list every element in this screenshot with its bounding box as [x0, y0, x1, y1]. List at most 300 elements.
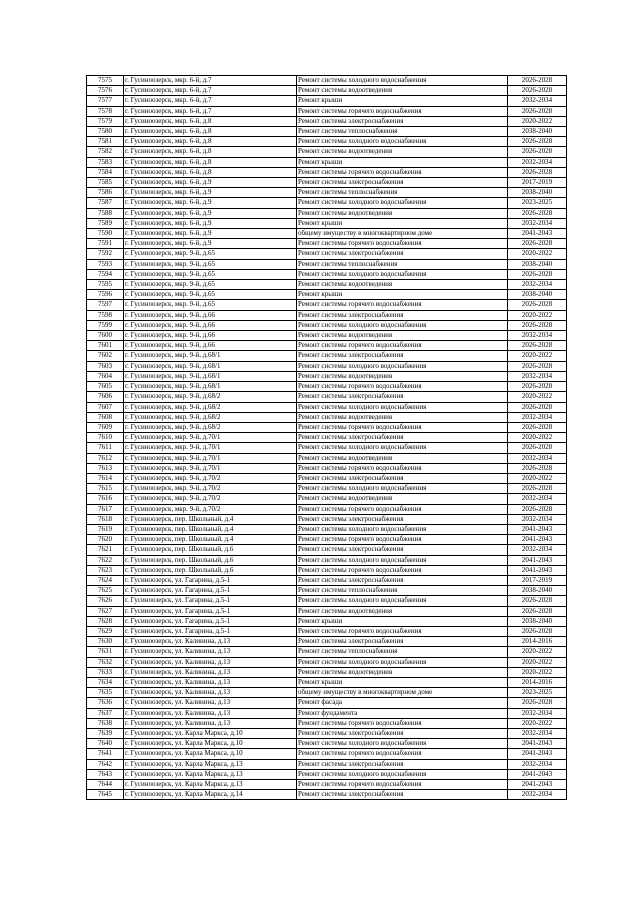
period-cell: 2026-2028: [508, 76, 567, 86]
period-cell: 2023-2025: [508, 688, 567, 698]
period-cell: 2023-2025: [508, 198, 567, 208]
table-row: [87, 127, 567, 137]
period-cell: 2041-2043: [508, 555, 567, 565]
table-row: [87, 351, 567, 361]
work-type-cell: Ремонт системы холодного водоснабжения: [297, 596, 508, 606]
table-row: [87, 484, 567, 494]
work-type-cell: Ремонт системы горячего водоснабжения: [297, 167, 508, 177]
table-row: [87, 178, 567, 188]
work-type-cell: Ремонт системы горячего водоснабжения: [297, 504, 508, 514]
address-cell: г. Гусиноозерск, мкр. 6-й, д.8: [124, 116, 297, 126]
work-type-cell: Ремонт крыши: [297, 677, 508, 687]
period-cell: 2032-2034: [508, 371, 567, 381]
table-row: [87, 116, 567, 126]
work-type-cell: Ремонт системы электроснабжения: [297, 575, 508, 585]
period-cell: 2026-2028: [508, 167, 567, 177]
address-cell: г. Гусиноозерск, ул. Гагарина, д.5-1: [124, 606, 297, 616]
table-row: [87, 657, 567, 667]
period-cell: 2032-2034: [508, 708, 567, 718]
address-cell: г. Гусиноозерск, ул. Гагарина, д.5-1: [124, 616, 297, 626]
work-type-cell: Ремонт системы горячего водоснабжения: [297, 535, 508, 545]
period-cell: 2032-2034: [508, 280, 567, 290]
work-type-cell: Ремонт системы теплоснабжения: [297, 259, 508, 269]
address-cell: г. Гусиноозерск, ул. Калинина, д.13: [124, 667, 297, 677]
address-cell: г. Гусиноозерск, мкр. 9-й, д.65: [124, 300, 297, 310]
row-number: 7586: [87, 188, 124, 198]
work-type-cell: Ремонт системы горячего водоснабжения: [297, 300, 508, 310]
period-cell: 2026-2028: [508, 208, 567, 218]
row-number: 7597: [87, 300, 124, 310]
address-cell: г. Гусиноозерск, мкр. 9-й, д.66: [124, 331, 297, 341]
work-type-cell: Ремонт системы водоотведения: [297, 147, 508, 157]
period-cell: 2026-2028: [508, 402, 567, 412]
row-number: 7579: [87, 116, 124, 126]
work-type-cell: Ремонт крыши: [297, 157, 508, 167]
address-cell: г. Гусиноозерск, мкр. 6-й, д.9: [124, 178, 297, 188]
table-row: [87, 790, 567, 800]
row-number: 7630: [87, 637, 124, 647]
address-cell: г. Гусиноозерск, ул. Гагарина, д.5-1: [124, 596, 297, 606]
address-cell: г. Гусиноозерск, мкр. 6-й, д.9: [124, 239, 297, 249]
table-row: [87, 188, 567, 198]
work-type-cell: Ремонт системы электроснабжения: [297, 545, 508, 555]
row-number: 7623: [87, 565, 124, 575]
row-number: 7602: [87, 351, 124, 361]
work-type-cell: Ремонт крыши: [297, 96, 508, 106]
row-number: 7594: [87, 269, 124, 279]
row-number: 7580: [87, 127, 124, 137]
table-row: [87, 545, 567, 555]
row-number: 7598: [87, 310, 124, 320]
row-number: 7620: [87, 535, 124, 545]
row-number: 7599: [87, 320, 124, 330]
address-cell: г. Гусиноозерск, мкр. 9-й, д.70/1: [124, 453, 297, 463]
period-cell: 2041-2043: [508, 780, 567, 790]
address-cell: г. Гусиноозерск, мкр. 9-й, д.70/2: [124, 494, 297, 504]
work-type-cell: Ремонт системы горячего водоснабжения: [297, 382, 508, 392]
work-type-cell: Ремонт системы электроснабжения: [297, 637, 508, 647]
address-cell: г. Гусиноозерск, мкр. 9-й, д.70/2: [124, 473, 297, 483]
period-cell: 2026-2028: [508, 504, 567, 514]
table-row: [87, 208, 567, 218]
row-number: 7582: [87, 147, 124, 157]
row-number: 7601: [87, 341, 124, 351]
period-cell: 2026-2028: [508, 86, 567, 96]
row-number: 7631: [87, 647, 124, 657]
address-cell: г. Гусиноозерск, мкр. 9-й, д.70/1: [124, 463, 297, 473]
row-number: 7637: [87, 708, 124, 718]
row-number: 7640: [87, 739, 124, 749]
table-row: [87, 708, 567, 718]
table-row: [87, 780, 567, 790]
row-number: 7626: [87, 596, 124, 606]
row-number: 7585: [87, 178, 124, 188]
address-cell: г. Гусиноозерск, пер. Школьный, д.6: [124, 555, 297, 565]
period-cell: 2026-2028: [508, 361, 567, 371]
row-number: 7639: [87, 729, 124, 739]
period-cell: 2020-2022: [508, 718, 567, 728]
document-page: [86, 75, 554, 800]
work-type-cell: Ремонт системы холодного водоснабжения: [297, 443, 508, 453]
work-type-cell: Ремонт системы теплоснабжения: [297, 127, 508, 137]
address-cell: г. Гусиноозерск, пер. Школьный, д.6: [124, 545, 297, 555]
table-row: [87, 229, 567, 239]
table-row: [87, 280, 567, 290]
period-cell: 2020-2022: [508, 647, 567, 657]
address-cell: г. Гусиноозерск, ул. Гагарина, д.5-1: [124, 626, 297, 636]
period-cell: 2026-2028: [508, 341, 567, 351]
work-type-cell: Ремонт системы холодного водоснабжения: [297, 402, 508, 412]
table-row: [87, 86, 567, 96]
address-cell: г. Гусиноозерск, мкр. 9-й, д.70/2: [124, 484, 297, 494]
period-cell: 2020-2022: [508, 667, 567, 677]
address-cell: г. Гусиноозерск, мкр. 9-й, д.68/2: [124, 392, 297, 402]
work-type-cell: Ремонт системы холодного водоснабжения: [297, 524, 508, 534]
work-type-cell: общему имуществу в многоквартирном доме: [297, 229, 508, 239]
table-row: [87, 422, 567, 432]
address-cell: г. Гусиноозерск, пер. Школьный, д.4: [124, 524, 297, 534]
row-number: 7576: [87, 86, 124, 96]
table-row: [87, 718, 567, 728]
period-cell: 2038-2040: [508, 586, 567, 596]
work-type-cell: Ремонт системы холодного водоснабжения: [297, 198, 508, 208]
address-cell: г. Гусиноозерск, ул. Калинина, д.13: [124, 698, 297, 708]
period-cell: 2026-2028: [508, 596, 567, 606]
period-cell: 2020-2022: [508, 433, 567, 443]
table-row: [87, 249, 567, 259]
period-cell: 2038-2040: [508, 259, 567, 269]
work-type-cell: Ремонт системы электроснабжения: [297, 392, 508, 402]
row-number: 7642: [87, 759, 124, 769]
period-cell: 2026-2028: [508, 320, 567, 330]
address-cell: г. Гусиноозерск, мкр. 9-й, д.68/2: [124, 402, 297, 412]
table-row: [87, 76, 567, 86]
address-cell: г. Гусиноозерск, мкр. 9-й, д.68/1: [124, 361, 297, 371]
table-row: [87, 392, 567, 402]
address-cell: г. Гусиноозерск, пер. Школьный, д.4: [124, 535, 297, 545]
work-type-cell: Ремонт системы холодного водоснабжения: [297, 769, 508, 779]
table-row: [87, 269, 567, 279]
address-cell: г. Гусиноозерск, мкр. 9-й, д.65: [124, 269, 297, 279]
period-cell: 2026-2028: [508, 626, 567, 636]
work-type-cell: Ремонт фасада: [297, 698, 508, 708]
period-cell: 2020-2022: [508, 473, 567, 483]
period-cell: 2032-2034: [508, 331, 567, 341]
row-number: 7618: [87, 514, 124, 524]
period-cell: 2032-2034: [508, 453, 567, 463]
address-cell: г. Гусиноозерск, мкр. 9-й, д.70/1: [124, 433, 297, 443]
table-row: [87, 729, 567, 739]
row-number: 7643: [87, 769, 124, 779]
row-number: 7610: [87, 433, 124, 443]
row-number: 7581: [87, 137, 124, 147]
work-type-cell: Ремонт фундамента: [297, 708, 508, 718]
address-cell: г. Гусиноозерск, ул. Калинина, д.13: [124, 677, 297, 687]
table-row: [87, 514, 567, 524]
period-cell: 2026-2028: [508, 300, 567, 310]
row-number: 7641: [87, 749, 124, 759]
table-row: [87, 637, 567, 647]
work-type-cell: Ремонт системы горячего водоснабжения: [297, 422, 508, 432]
address-cell: г. Гусиноозерск, мкр. 9-й, д.68/2: [124, 422, 297, 432]
address-cell: г. Гусиноозерск, ул. Карла Маркса, д.14: [124, 790, 297, 800]
work-type-cell: Ремонт системы водоотведения: [297, 208, 508, 218]
work-type-cell: Ремонт системы электроснабжения: [297, 473, 508, 483]
address-cell: г. Гусиноозерск, мкр. 9-й, д.68/1: [124, 382, 297, 392]
work-type-cell: Ремонт системы электроснабжения: [297, 514, 508, 524]
row-number: 7634: [87, 677, 124, 687]
row-number: 7603: [87, 361, 124, 371]
address-cell: г. Гусиноозерск, ул. Калинина, д.13: [124, 708, 297, 718]
work-type-cell: Ремонт системы водоотведения: [297, 412, 508, 422]
address-cell: г. Гусиноозерск, мкр. 9-й, д.65: [124, 280, 297, 290]
row-number: 7593: [87, 259, 124, 269]
work-type-cell: Ремонт системы водоотведения: [297, 606, 508, 616]
row-number: 7645: [87, 790, 124, 800]
address-cell: г. Гусиноозерск, мкр. 6-й, д.9: [124, 208, 297, 218]
work-type-cell: Ремонт системы водоотведения: [297, 453, 508, 463]
address-cell: г. Гусиноозерск, пер. Школьный, д.4: [124, 514, 297, 524]
row-number: 7583: [87, 157, 124, 167]
row-number: 7607: [87, 402, 124, 412]
period-cell: 2020-2022: [508, 310, 567, 320]
row-number: 7627: [87, 606, 124, 616]
address-cell: г. Гусиноозерск, ул. Калинина, д.13: [124, 718, 297, 728]
address-cell: г. Гусиноозерск, мкр. 6-й, д.9: [124, 188, 297, 198]
address-cell: г. Гусиноозерск, ул. Калинина, д.13: [124, 637, 297, 647]
row-number: 7644: [87, 780, 124, 790]
work-type-cell: Ремонт системы горячего водоснабжения: [297, 565, 508, 575]
address-cell: г. Гусиноозерск, мкр. 6-й, д.9: [124, 229, 297, 239]
table-row: [87, 688, 567, 698]
work-type-cell: Ремонт системы холодного водоснабжения: [297, 137, 508, 147]
period-cell: 2026-2028: [508, 698, 567, 708]
table-row: [87, 157, 567, 167]
address-cell: г. Гусиноозерск, мкр. 9-й, д.65: [124, 290, 297, 300]
work-type-cell: Ремонт системы горячего водоснабжения: [297, 106, 508, 116]
table-row: [87, 575, 567, 585]
work-type-cell: Ремонт системы электроснабжения: [297, 729, 508, 739]
row-number: 7624: [87, 575, 124, 585]
work-type-cell: Ремонт системы водоотведения: [297, 280, 508, 290]
period-cell: 2032-2034: [508, 790, 567, 800]
table-row: [87, 535, 567, 545]
address-cell: г. Гусиноозерск, мкр. 9-й, д.66: [124, 341, 297, 351]
period-cell: 2026-2028: [508, 137, 567, 147]
address-cell: г. Гусиноозерск, ул. Карла Маркса, д.10: [124, 729, 297, 739]
row-number: 7606: [87, 392, 124, 402]
period-cell: 2020-2022: [508, 249, 567, 259]
row-number: 7584: [87, 167, 124, 177]
period-cell: 2032-2034: [508, 218, 567, 228]
work-type-cell: Ремонт системы электроснабжения: [297, 249, 508, 259]
row-number: 7611: [87, 443, 124, 453]
table-row: [87, 361, 567, 371]
table-row: [87, 331, 567, 341]
row-number: 7605: [87, 382, 124, 392]
address-cell: г. Гусиноозерск, мкр. 9-й, д.68/2: [124, 412, 297, 422]
period-cell: 2026-2028: [508, 106, 567, 116]
period-cell: 2020-2022: [508, 657, 567, 667]
work-type-cell: Ремонт системы холодного водоснабжения: [297, 657, 508, 667]
work-type-cell: Ремонт системы горячего водоснабжения: [297, 626, 508, 636]
work-type-cell: Ремонт системы водоотведения: [297, 667, 508, 677]
period-cell: 2038-2040: [508, 127, 567, 137]
period-cell: 2038-2040: [508, 290, 567, 300]
address-cell: г. Гусиноозерск, мкр. 6-й, д.9: [124, 198, 297, 208]
work-type-cell: Ремонт системы холодного водоснабжения: [297, 269, 508, 279]
address-cell: г. Гусиноозерск, ул. Калинина, д.13: [124, 657, 297, 667]
table-row: [87, 473, 567, 483]
address-cell: г. Гусиноозерск, ул. Калинина, д.13: [124, 647, 297, 657]
table-row: [87, 320, 567, 330]
period-cell: 2041-2043: [508, 229, 567, 239]
table-row: [87, 96, 567, 106]
table-row: [87, 167, 567, 177]
address-cell: г. Гусиноозерск, мкр. 6-й, д.8: [124, 127, 297, 137]
row-number: 7617: [87, 504, 124, 514]
period-cell: 2026-2028: [508, 443, 567, 453]
address-cell: г. Гусиноозерск, ул. Карла Маркса, д.13: [124, 759, 297, 769]
row-number: 7600: [87, 331, 124, 341]
work-type-cell: Ремонт системы теплоснабжения: [297, 647, 508, 657]
address-cell: г. Гусиноозерск, ул. Гагарина, д.5-1: [124, 586, 297, 596]
row-number: 7613: [87, 463, 124, 473]
period-cell: 2026-2028: [508, 239, 567, 249]
table-row: [87, 565, 567, 575]
work-type-cell: Ремонт крыши: [297, 218, 508, 228]
row-number: 7622: [87, 555, 124, 565]
row-number: 7621: [87, 545, 124, 555]
work-type-cell: общему имуществу в многоквартирном доме: [297, 688, 508, 698]
work-type-cell: Ремонт системы горячего водоснабжения: [297, 239, 508, 249]
row-number: 7638: [87, 718, 124, 728]
period-cell: 2041-2043: [508, 524, 567, 534]
table-row: [87, 667, 567, 677]
address-cell: г. Гусиноозерск, мкр. 9-й, д.70/1: [124, 443, 297, 453]
table-row: [87, 494, 567, 504]
work-type-cell: Ремонт системы горячего водоснабжения: [297, 749, 508, 759]
address-cell: г. Гусиноозерск, мкр. 6-й, д.8: [124, 157, 297, 167]
row-number: 7628: [87, 616, 124, 626]
table-row: [87, 626, 567, 636]
row-number: 7587: [87, 198, 124, 208]
work-type-cell: Ремонт системы электроснабжения: [297, 116, 508, 126]
table-row: [87, 412, 567, 422]
address-cell: г. Гусиноозерск, мкр. 9-й, д.65: [124, 259, 297, 269]
address-cell: г. Гусиноозерск, мкр. 6-й, д.7: [124, 86, 297, 96]
table-row: [87, 290, 567, 300]
repair-schedule-table: [86, 75, 567, 800]
table-row: [87, 147, 567, 157]
row-number: 7609: [87, 422, 124, 432]
work-type-cell: Ремонт системы теплоснабжения: [297, 586, 508, 596]
row-number: 7619: [87, 524, 124, 534]
work-type-cell: Ремонт системы холодного водоснабжения: [297, 484, 508, 494]
row-number: 7633: [87, 667, 124, 677]
period-cell: 2032-2034: [508, 412, 567, 422]
work-type-cell: Ремонт системы горячего водоснабжения: [297, 341, 508, 351]
row-number: 7616: [87, 494, 124, 504]
period-cell: 2041-2043: [508, 739, 567, 749]
row-number: 7625: [87, 586, 124, 596]
period-cell: 2014-2016: [508, 637, 567, 647]
table-row: [87, 443, 567, 453]
period-cell: 2038-2040: [508, 188, 567, 198]
period-cell: 2041-2043: [508, 565, 567, 575]
work-type-cell: Ремонт системы горячего водоснабжения: [297, 718, 508, 728]
table-row: [87, 677, 567, 687]
table-row: [87, 402, 567, 412]
table-row: [87, 586, 567, 596]
address-cell: г. Гусиноозерск, мкр. 9-й, д.70/2: [124, 504, 297, 514]
table-row: [87, 524, 567, 534]
address-cell: г. Гусиноозерск, мкр. 6-й, д.8: [124, 167, 297, 177]
table-row: [87, 137, 567, 147]
work-type-cell: Ремонт системы водоотведения: [297, 371, 508, 381]
work-type-cell: Ремонт системы холодного водоснабжения: [297, 739, 508, 749]
table-row: [87, 300, 567, 310]
work-type-cell: Ремонт системы теплоснабжения: [297, 188, 508, 198]
row-number: 7575: [87, 76, 124, 86]
row-number: 7589: [87, 218, 124, 228]
period-cell: 2026-2028: [508, 147, 567, 157]
period-cell: 2020-2022: [508, 392, 567, 402]
period-cell: 2032-2034: [508, 759, 567, 769]
period-cell: 2014-2016: [508, 677, 567, 687]
period-cell: 2017-2019: [508, 178, 567, 188]
period-cell: 2026-2028: [508, 606, 567, 616]
work-type-cell: Ремонт системы холодного водоснабжения: [297, 76, 508, 86]
table-row: [87, 106, 567, 116]
table-row: [87, 647, 567, 657]
table-row: [87, 382, 567, 392]
period-cell: 2032-2034: [508, 157, 567, 167]
period-cell: 2032-2034: [508, 729, 567, 739]
table-row: [87, 769, 567, 779]
period-cell: 2041-2043: [508, 535, 567, 545]
table-row: [87, 259, 567, 269]
row-number: 7590: [87, 229, 124, 239]
work-type-cell: Ремонт системы водоотведения: [297, 331, 508, 341]
row-number: 7612: [87, 453, 124, 463]
table-row: [87, 371, 567, 381]
address-cell: г. Гусиноозерск, пер. Школьный, д.6: [124, 565, 297, 575]
work-type-cell: Ремонт системы холодного водоснабжения: [297, 320, 508, 330]
work-type-cell: Ремонт системы холодного водоснабжения: [297, 555, 508, 565]
period-cell: 2038-2040: [508, 616, 567, 626]
period-cell: 2020-2022: [508, 116, 567, 126]
address-cell: г. Гусиноозерск, ул. Карла Маркса, д.13: [124, 780, 297, 790]
address-cell: г. Гусиноозерск, мкр. 6-й, д.7: [124, 96, 297, 106]
table-row: [87, 239, 567, 249]
row-number: 7615: [87, 484, 124, 494]
table-row: [87, 596, 567, 606]
table-row: [87, 606, 567, 616]
address-cell: г. Гусиноозерск, мкр. 9-й, д.66: [124, 320, 297, 330]
row-number: 7578: [87, 106, 124, 116]
table-row: [87, 698, 567, 708]
period-cell: 2041-2043: [508, 749, 567, 759]
row-number: 7614: [87, 473, 124, 483]
period-cell: 2032-2034: [508, 545, 567, 555]
address-cell: г. Гусиноозерск, мкр. 9-й, д.66: [124, 310, 297, 320]
address-cell: г. Гусиноозерск, ул. Гагарина, д.5-1: [124, 575, 297, 585]
table-row: [87, 453, 567, 463]
period-cell: 2026-2028: [508, 422, 567, 432]
table-row: [87, 555, 567, 565]
work-type-cell: Ремонт системы электроснабжения: [297, 433, 508, 443]
